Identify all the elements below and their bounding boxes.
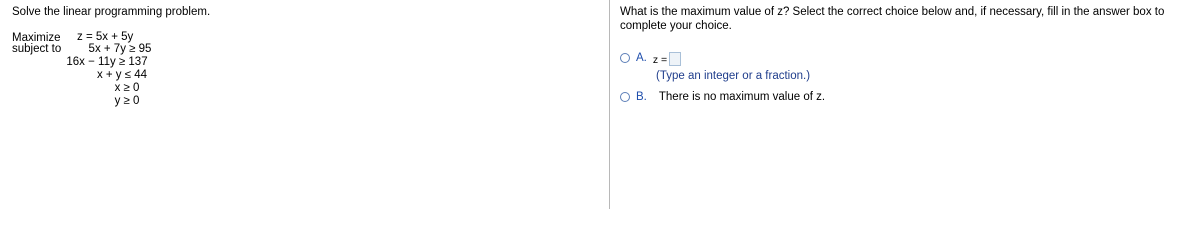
constraint-2: 16x − 11y ≥ 137 xyxy=(66,56,148,68)
constraint-3: x + y ≤ 44 xyxy=(96,69,148,81)
problem-pane xyxy=(0,0,609,209)
answer-hint: (Type an integer or a fraction.) xyxy=(656,70,811,82)
choice-b-letter: B. xyxy=(636,91,647,103)
answer-prefix: z = xyxy=(652,54,668,66)
maximize-label: Maximize xyxy=(12,32,61,44)
instruction-text: Solve the linear programming problem. xyxy=(12,6,211,18)
choice-b-text: There is no maximum value of z. xyxy=(658,91,826,103)
answer-input[interactable] xyxy=(669,52,681,66)
choice-a[interactable] xyxy=(620,50,681,66)
objective-function: z = 5x + 5y xyxy=(77,31,134,43)
question-text: What is the maximum value of z? Select the correct choice below and, if necessary, fill in the answer box to complete your choice. xyxy=(620,6,1165,32)
choice-b[interactable] xyxy=(620,89,825,105)
choice-b-radio[interactable] xyxy=(620,92,630,102)
constraint-1: 5x + 7y ≥ 95 xyxy=(88,43,152,55)
constraint-4: x ≥ 0 xyxy=(114,82,140,94)
subject-to-label: subject to xyxy=(12,43,62,55)
choice-a-letter: A. xyxy=(636,52,647,64)
choice-a-radio[interactable] xyxy=(620,53,630,63)
constraint-5: y ≥ 0 xyxy=(114,95,140,107)
answer-pane xyxy=(610,0,1200,209)
